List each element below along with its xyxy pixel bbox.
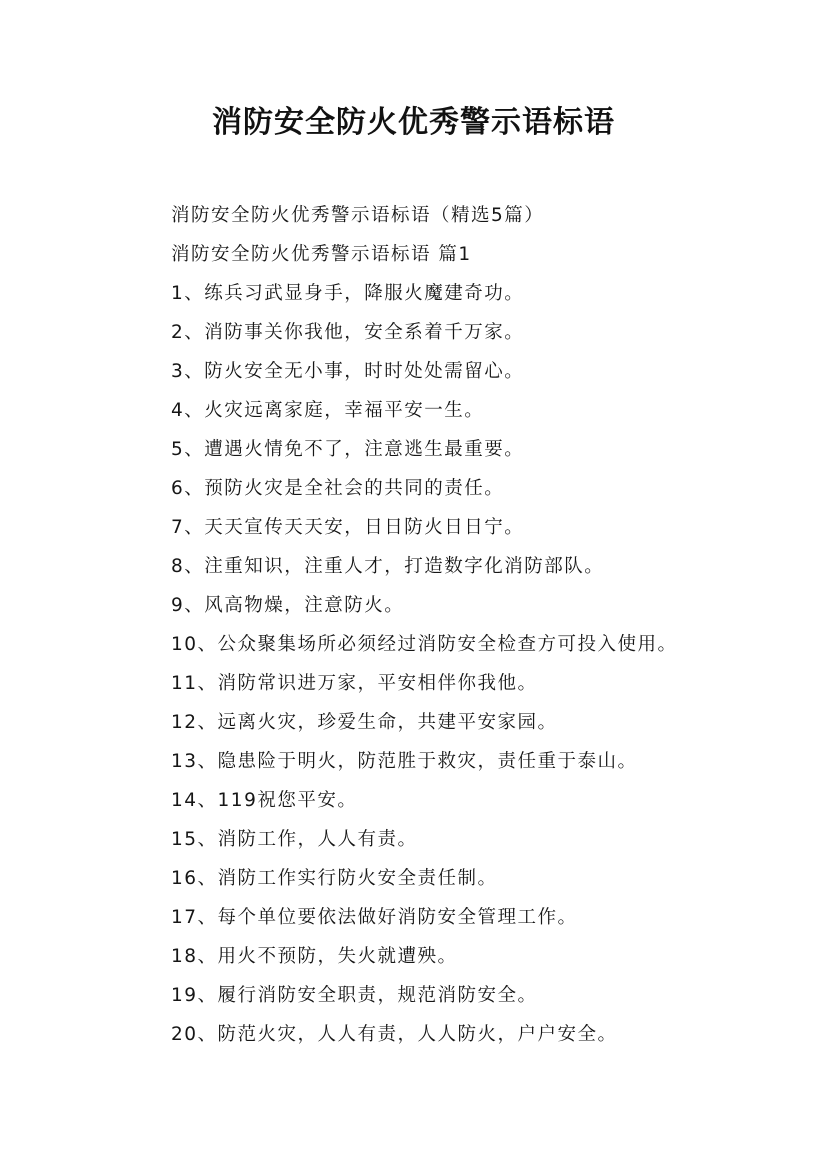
slogan-item: 13、隐患险于明火，防范胜于救灾，责任重于泰山。 <box>171 751 638 772</box>
document-title: 消防安全防火优秀警示语标语 <box>212 105 615 140</box>
slogan-item: 2、消防事关你我他，安全系着千万家。 <box>171 322 525 343</box>
slogan-item: 1、练兵习武显身手，降服火魔建奇功。 <box>171 283 525 304</box>
subtitle-line: 消防安全防火优秀警示语标语（精选5篇） <box>171 205 545 226</box>
slogan-item: 18、用火不预防，失火就遭殃。 <box>171 946 458 967</box>
slogan-item: 5、遭遇火情免不了，注意逃生最重要。 <box>171 439 525 460</box>
slogan-item: 3、防火安全无小事，时时处处需留心。 <box>171 361 525 382</box>
slogan-item: 20、防范火灾，人人有责，人人防火，户户安全。 <box>171 1024 618 1045</box>
slogan-item: 10、公众聚集场所必须经过消防安全检查方可投入使用。 <box>171 634 678 655</box>
slogan-item: 11、消防常识进万家，平安相伴你我他。 <box>171 673 538 694</box>
slogan-item: 16、消防工作实行防火安全责任制。 <box>171 868 498 889</box>
slogan-item: 4、火灾远离家庭，幸福平安一生。 <box>171 400 485 421</box>
slogan-item: 19、履行消防安全职责，规范消防安全。 <box>171 985 538 1006</box>
slogan-item: 12、远离火灾，珍爱生命，共建平安家园。 <box>171 712 558 733</box>
section-heading: 消防安全防火优秀警示语标语 篇1 <box>171 244 472 265</box>
slogan-item: 8、注重知识，注重人才，打造数字化消防部队。 <box>171 556 605 577</box>
slogan-item: 17、每个单位要依法做好消防安全管理工作。 <box>171 907 578 928</box>
slogan-item: 7、天天宣传天天安，日日防火日日宁。 <box>171 517 525 538</box>
slogan-list <box>171 196 791 1054</box>
slogan-item: 6、预防火灾是全社会的共同的责任。 <box>171 478 505 499</box>
slogan-item: 15、消防工作，人人有责。 <box>171 829 418 850</box>
slogan-item: 14、119祝您平安。 <box>171 790 358 811</box>
slogan-item: 9、风高物燥，注意防火。 <box>171 595 405 616</box>
